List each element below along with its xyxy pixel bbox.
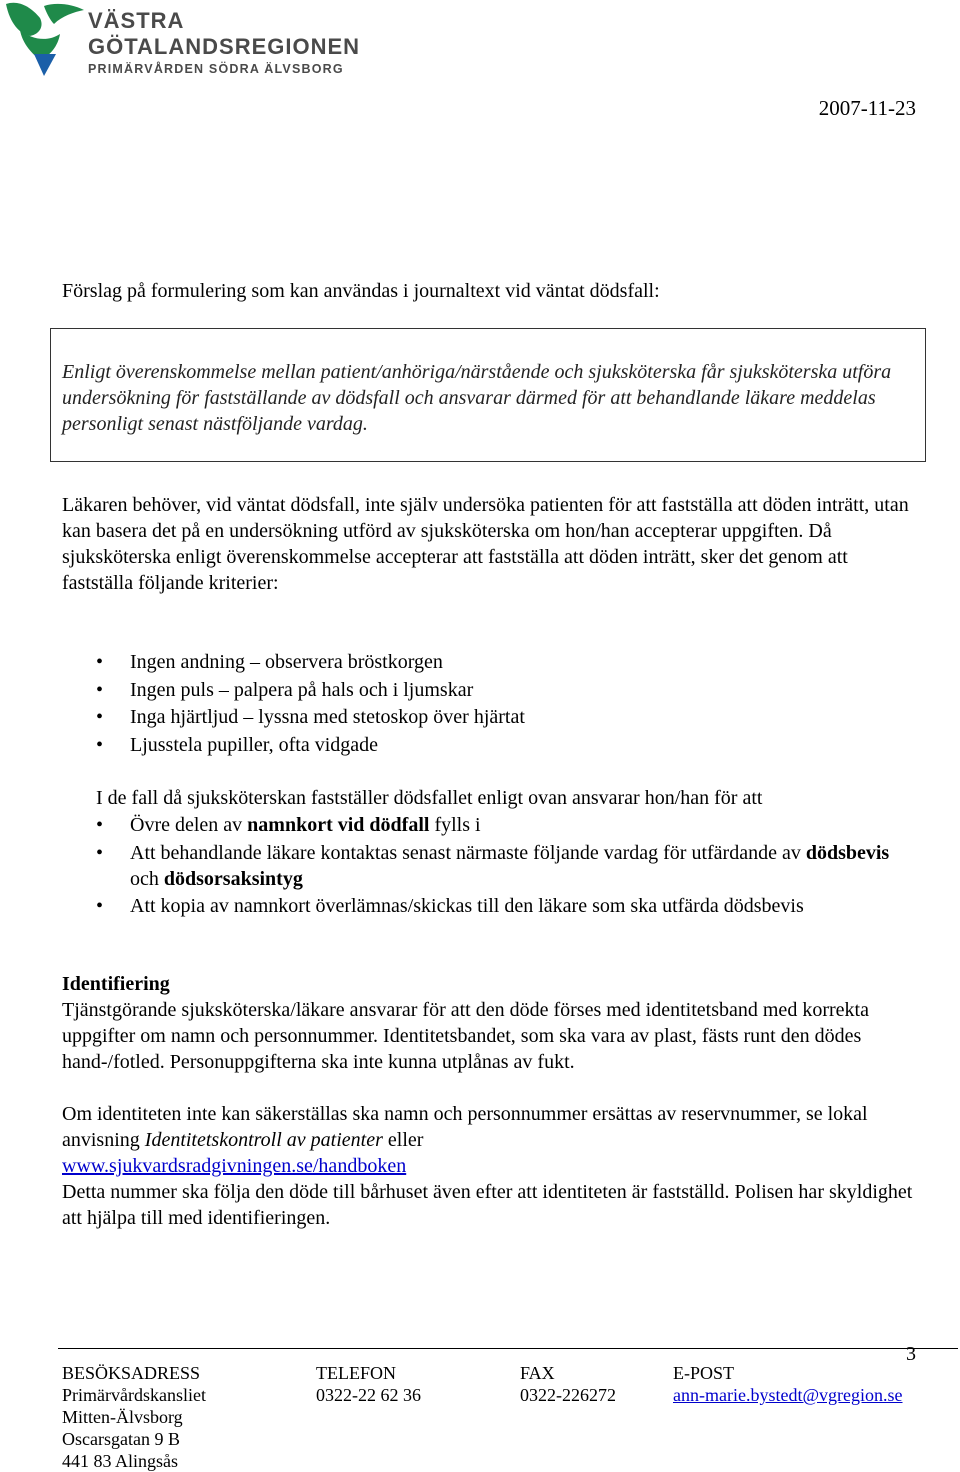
responsibility-list — [96, 812, 916, 921]
identification-heading: Identifiering — [62, 973, 170, 995]
logo-line-1: VÄSTRA — [88, 8, 185, 33]
region-logo — [0, 0, 370, 82]
logo-line-3: PRIMÄRVÅRDEN SÖDRA ÄLVSBORG — [88, 62, 344, 76]
journal-text-box — [50, 328, 926, 462]
footer-fax: FAX 0322-226272 — [520, 1363, 616, 1405]
identification-body-2: Om identiteten inte kan säkerställas ska namn och personnummer ersättas av reservnummer, se lokal anvisning Identitetskontroll av patienter eller www.sjukvardsradgivningen.se/handboken Detta nummer ska följa den döde till bårhuset även efter att identiteten är fastställd. Polisen har skyldighet att hjälpa till med identifieringen. — [62, 1103, 913, 1229]
list-item: • Inga hjärtljud – lyssna med stetoskop över hjärtat — [96, 704, 916, 732]
death-criteria-list — [96, 649, 916, 759]
identification-body: Tjänstgörande sjuksköterska/läkare ansvarar för att den döde förses med identitetsband med korrekta uppgifter om namn och personnummer. Identitetsbandet, som ska vara av plast, fästs runt den dödes hand-/fotled. Personuppgifterna ska inte kunna utplånas av fukt. — [62, 999, 869, 1073]
physician-paragraph: Läkaren behöver, vid väntat dödsfall, inte själv undersöka patienten för att fastställa att döden inträtt, utan kan basera det på en undersökning utförd av sjuksköterska om hon/han accepterar uppgiften. Då sjuksköterska enligt överenskommelse accepterar att fastställa att döden inträtt, sker det genom att fastställa följande kriterier: — [62, 494, 909, 594]
list-item: • Att behandlande läkare kontaktas senast närmaste följande vardag för utfärdande av dödsbevis och dödsorsaksintyg — [96, 840, 916, 892]
footer-email: E-POST ann-marie.bystedt@vgregion.se — [673, 1363, 903, 1405]
document-date: 2007-11-23 — [818, 96, 916, 120]
list-item: • Ljusstela pupiller, ofta vidgade — [96, 732, 916, 760]
boxed-journal-text: Enligt överenskommelse mellan patient/anhöriga/närstående och sjuksköterska får sjuksköterska utföra undersökning för fastställande av dödsfall och ansvarar därmed för att behandlande läkare meddelas personligt senast nästföljande vardag. — [62, 361, 892, 435]
list-item: • Ingen andning – observera bröstkorgen — [96, 649, 916, 677]
footer-visit-address: BESÖKSADRESS Primärvårdskansliet Mitten-Älvsborg Oscarsgatan 9 B 441 83 Alingsås — [62, 1363, 206, 1471]
list-item: • Ingen puls – palpera på hals och i ljumskar — [96, 677, 916, 705]
email-link[interactable]: ann-marie.bystedt@vgregion.se — [673, 1385, 903, 1405]
responsibility-lead: I de fall då sjuksköterskan fastställer dödsfallet enligt ovan ansvarar hon/han för att — [96, 787, 763, 809]
footer-phone: TELEFON 0322-22 62 36 — [316, 1363, 421, 1405]
list-item: • Övre delen av namnkort vid dödfall fylls i — [96, 812, 916, 838]
logo-emblem-icon — [0, 0, 88, 80]
logo-line-2: GÖTALANDSREGIONEN — [88, 34, 361, 59]
footer-divider — [58, 1348, 958, 1349]
page-number: 3 — [906, 1343, 916, 1365]
intro-text: Förslag på formulering som kan användas i journaltext vid väntat dödsfall: — [62, 280, 660, 302]
handbook-link[interactable]: www.sjukvardsradgivningen.se/handboken — [62, 1155, 407, 1177]
logo-text — [88, 10, 360, 76]
list-item: • Att kopia av namnkort överlämnas/skickas till den läkare som ska utfärda dödsbevis — [96, 893, 916, 919]
